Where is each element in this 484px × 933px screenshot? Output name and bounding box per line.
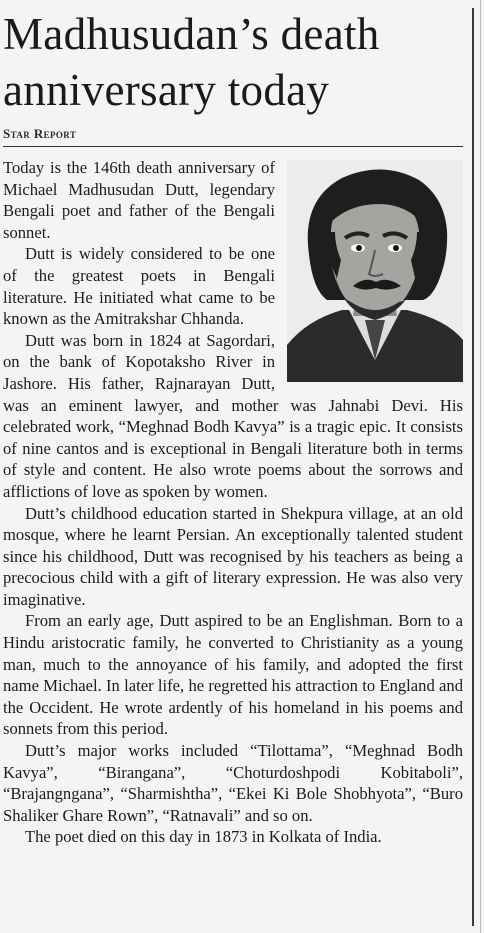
paragraph-3: Dutt was born in 1824 at Sagordari, on the bank of Kopotaksho River in Jashore. His father, Rajnarayan Dutt, was an eminent lawyer, and mother was Jahnabi Devi. His celebrated work, “Meghnad Bodh Kavya” is a tragic epic. It consists of nine cantos and is exceptional in Bengali literature both in terms of style and content. He also wrote poems about the sorrows and afflictions of love as spoken by women. (3, 330, 463, 501)
headline (3, 6, 463, 118)
paragraph-6: Dutt’s major works included “Tilottama”, “Meghnad Bodh Kavya”, “Birangana”, “Choturdoshpodi Kobitaboli”, “Brajangngana”, “Sharmishtha”, “Ekei Ki Bole Shobhyota”, “Buro Shaliker Ghare Rown”, “Ratnavali” and so on. (3, 741, 463, 825)
paragraph-4: Dutt’s childhood education started in Shekpura village, at an old mosque, where he learnt Persian. An exceptionally talented student since his childhood, Dutt was recognised by his teachers as being a precocious child with a gift of literary expression. He was also very imaginative. (3, 503, 463, 609)
paragraph-5: From an early age, Dutt aspired to be an Englishman. Born to a Hindu aristocratic family, he converted to Christianity as a young man, much to the annoyance of his family, and adopted the first name Michael. In later life, he regretted his attraction to England and the Occident. He wrote ardently of his homeland in his poems and sonnets from this period. (3, 611, 463, 739)
portrait-photo (287, 160, 463, 382)
byline-divider (3, 146, 463, 147)
page-edge-rule (480, 0, 481, 933)
article-body (3, 157, 463, 848)
news-article (3, 6, 463, 848)
paragraph-1: Today is the 146th death anniversary of Michael Madhusudan Dutt, legendary Bengali poet and father of the Bengali sonnet. (3, 158, 275, 242)
headline-line-2: anniversary today (3, 65, 330, 115)
byline: Star Report (3, 126, 77, 141)
column-divider (472, 8, 474, 926)
headline-line-1: Madhusudan’s death (3, 9, 380, 59)
paragraph-7: The poet died on this day in 1873 in Kolkata of India. (25, 827, 382, 847)
paragraph-2: Dutt is widely considered to be one of the greatest poets in Bengali literature. He initiated what came to be known as the Amitrakshar Chhanda. (3, 244, 275, 329)
